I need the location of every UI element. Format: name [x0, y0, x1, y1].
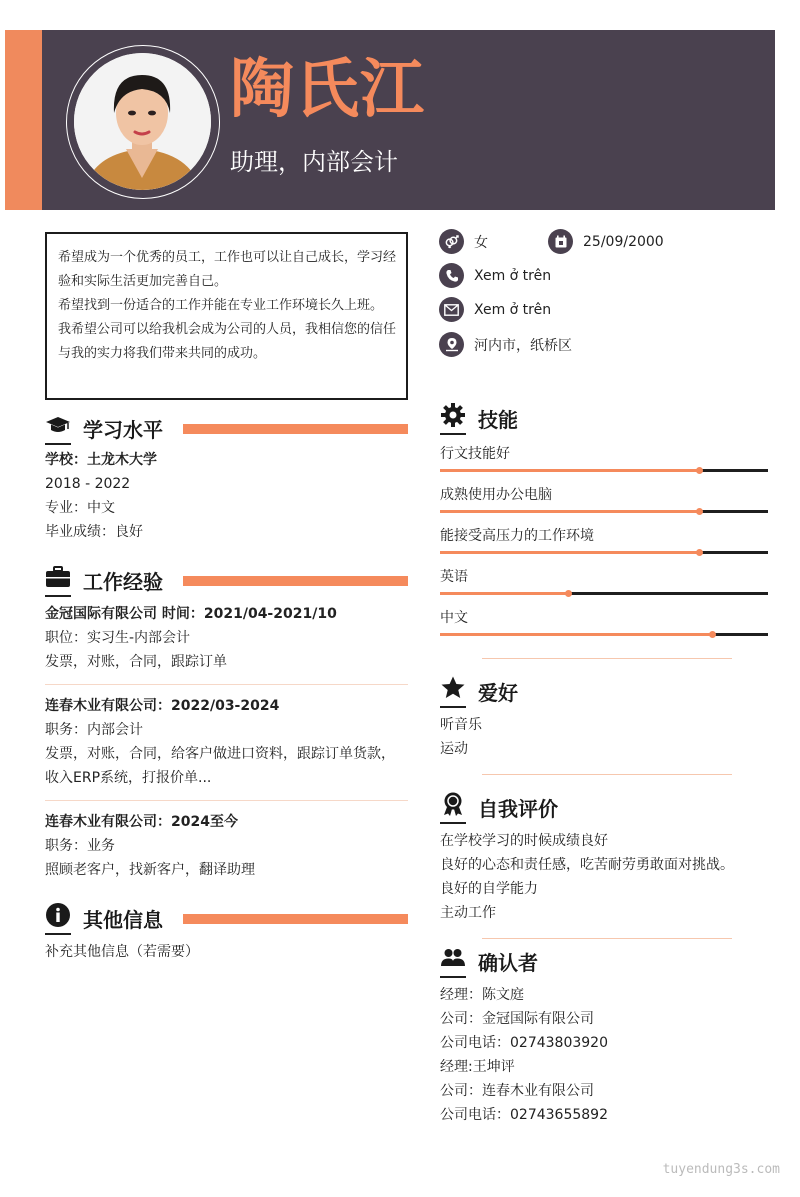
section-underline: [45, 443, 71, 445]
address-value: 河内市，纸桥区: [474, 337, 572, 354]
objective-paragraph: 希望成为一个优秀的员工，工作也可以让自己成长，学习经验和实际生活更加完善自己。: [58, 250, 397, 289]
skill-level-marker: [709, 631, 716, 638]
reference-line: 公司电话：02743655892: [440, 1107, 608, 1123]
info-phone: [439, 263, 551, 288]
portrait-illustration: [74, 53, 211, 190]
skill-level-bar: [440, 510, 768, 513]
job-description: 照顾老客户，找新客户，翻译助理: [45, 862, 255, 878]
job-position: 职务：业务: [45, 838, 115, 854]
other-info-title: 其他信息: [83, 908, 163, 932]
briefcase-icon: [45, 564, 71, 590]
job-divider: [45, 800, 408, 801]
skill-name: 能接受高压力的工作环境: [440, 528, 594, 544]
education-section-header: [45, 410, 408, 446]
references-section-header: [440, 943, 770, 979]
self-assessment-item: 良好的自学能力: [440, 881, 538, 897]
candidate-job-title: 助理，内部会计: [230, 148, 398, 176]
award-ribbon-icon: [440, 791, 466, 817]
job-position: 职位：实习生-内部会计: [45, 630, 191, 646]
skill-name: 行文技能好: [440, 446, 510, 462]
users-icon: [440, 945, 466, 971]
reference-line: 公司：金冠国际有限公司: [440, 1011, 594, 1027]
skill-level-bar: [440, 551, 768, 554]
phone-icon: [439, 263, 464, 288]
hobby-item: 运动: [440, 741, 468, 757]
section-underline: [440, 706, 466, 708]
section-divider: [482, 938, 732, 939]
info-email: [439, 297, 551, 322]
skills-section-header: [440, 400, 770, 436]
gear-icon: [440, 402, 466, 428]
skills-title: 技能: [478, 408, 518, 432]
reference-line: 公司电话：02743803920: [440, 1035, 608, 1051]
info-address: [439, 332, 572, 357]
job-divider: [45, 684, 408, 685]
section-underline: [440, 433, 466, 435]
skill-level-fill: [440, 510, 699, 513]
references-title: 确认者: [478, 951, 538, 975]
phone-value: Xem ở trên: [474, 267, 552, 284]
profile-photo: [74, 53, 211, 190]
job-description: 收入ERP系统，打报价单...: [45, 770, 212, 786]
site-watermark: tuyendung3s.com: [662, 1162, 780, 1177]
graduation-cap-icon: [45, 412, 71, 438]
self-assessment-section-header: [440, 789, 770, 825]
job-heading: 连春木业有限公司：2022/03-2024: [45, 698, 280, 714]
section-divider: [482, 774, 732, 775]
reference-line: 经理:王坤评: [440, 1059, 515, 1075]
resume-header: [5, 30, 775, 210]
skill-name: 英语: [440, 569, 468, 585]
other-info-text: 补充其他信息（若需要）: [45, 944, 199, 960]
section-underline: [440, 976, 466, 978]
self-assessment-item: 良好的心态和责任感，吃苦耐劳勇敢面对挑战。: [440, 857, 734, 873]
job-position: 职务：内部会计: [45, 722, 143, 738]
skill-level-bar: [440, 469, 768, 472]
skill-level-bar: [440, 633, 768, 636]
education-major: 专业：中文: [45, 500, 115, 516]
experience-title: 工作经验: [83, 570, 163, 594]
self-assessment-item: 主动工作: [440, 905, 496, 921]
skill-level-marker: [696, 549, 703, 556]
objective-paragraph: 我希望公司可以给我机会成为公司的人员，我相信您的信任与我的实力将我们带来共同的成功。: [58, 322, 397, 361]
skill-name: 成熟使用办公电脑: [440, 487, 552, 503]
self-assessment-item: 在学校学习的时候成绩良好: [440, 833, 608, 849]
job-description: 发票，对账，合同，给客户做进口资料，跟踪订单货款，: [45, 746, 395, 762]
hobbies-title: 爱好: [478, 681, 518, 705]
birthday-value: 25/09/2000: [583, 233, 664, 250]
job-description: 发票，对账，合同，跟踪订单: [45, 654, 227, 670]
education-title: 学习水平: [83, 418, 163, 442]
career-objective-box: [45, 232, 408, 400]
skill-level-fill: [440, 469, 699, 472]
reference-line: 经理：陈文庭: [440, 987, 524, 1003]
skill-level-fill: [440, 551, 699, 554]
section-accent-bar: [183, 914, 408, 924]
self-assessment-title: 自我评价: [478, 797, 558, 821]
reference-line: 公司：连春木业有限公司: [440, 1083, 594, 1099]
education-years: 2018 - 2022: [45, 476, 131, 492]
info-circle-icon: [45, 902, 71, 928]
skill-name: 中文: [440, 610, 468, 626]
hobby-item: 听音乐: [440, 717, 482, 733]
gender-icon: [439, 229, 464, 254]
section-accent-bar: [183, 424, 408, 434]
calendar-icon: [548, 229, 573, 254]
profile-photo-frame: [66, 45, 220, 199]
skill-level-bar: [440, 592, 768, 595]
job-heading: 金冠国际有限公司 时间：2021/04-2021/10: [45, 606, 337, 622]
info-birthday: [548, 229, 664, 254]
section-accent-bar: [183, 576, 408, 586]
envelope-icon: [439, 297, 464, 322]
star-icon: [440, 675, 466, 701]
location-pin-icon: [439, 332, 464, 357]
education-school: 学校：土龙木大学: [45, 452, 157, 468]
gender-value: 女: [474, 234, 488, 251]
skill-level-marker: [696, 508, 703, 515]
objective-paragraph: 希望找到一份适合的工作并能在专业工作环境长久上班。: [58, 298, 384, 313]
section-underline: [45, 933, 71, 935]
section-underline: [440, 822, 466, 824]
hobbies-section-header: [440, 673, 770, 709]
other-info-section-header: [45, 900, 408, 936]
email-value: Xem ở trên: [474, 301, 552, 318]
skill-level-fill: [440, 592, 568, 595]
skill-level-fill: [440, 633, 712, 636]
section-divider: [482, 658, 732, 659]
skill-level-marker: [696, 467, 703, 474]
skill-level-marker: [565, 590, 572, 597]
job-heading: 连春木业有限公司：2024至今: [45, 814, 238, 830]
header-accent-bar: [5, 30, 42, 210]
info-gender: [439, 229, 488, 254]
education-grade: 毕业成绩：良好: [45, 524, 143, 540]
section-underline: [45, 595, 71, 597]
experience-section-header: [45, 562, 408, 598]
candidate-name: 陶氏江: [230, 53, 425, 127]
